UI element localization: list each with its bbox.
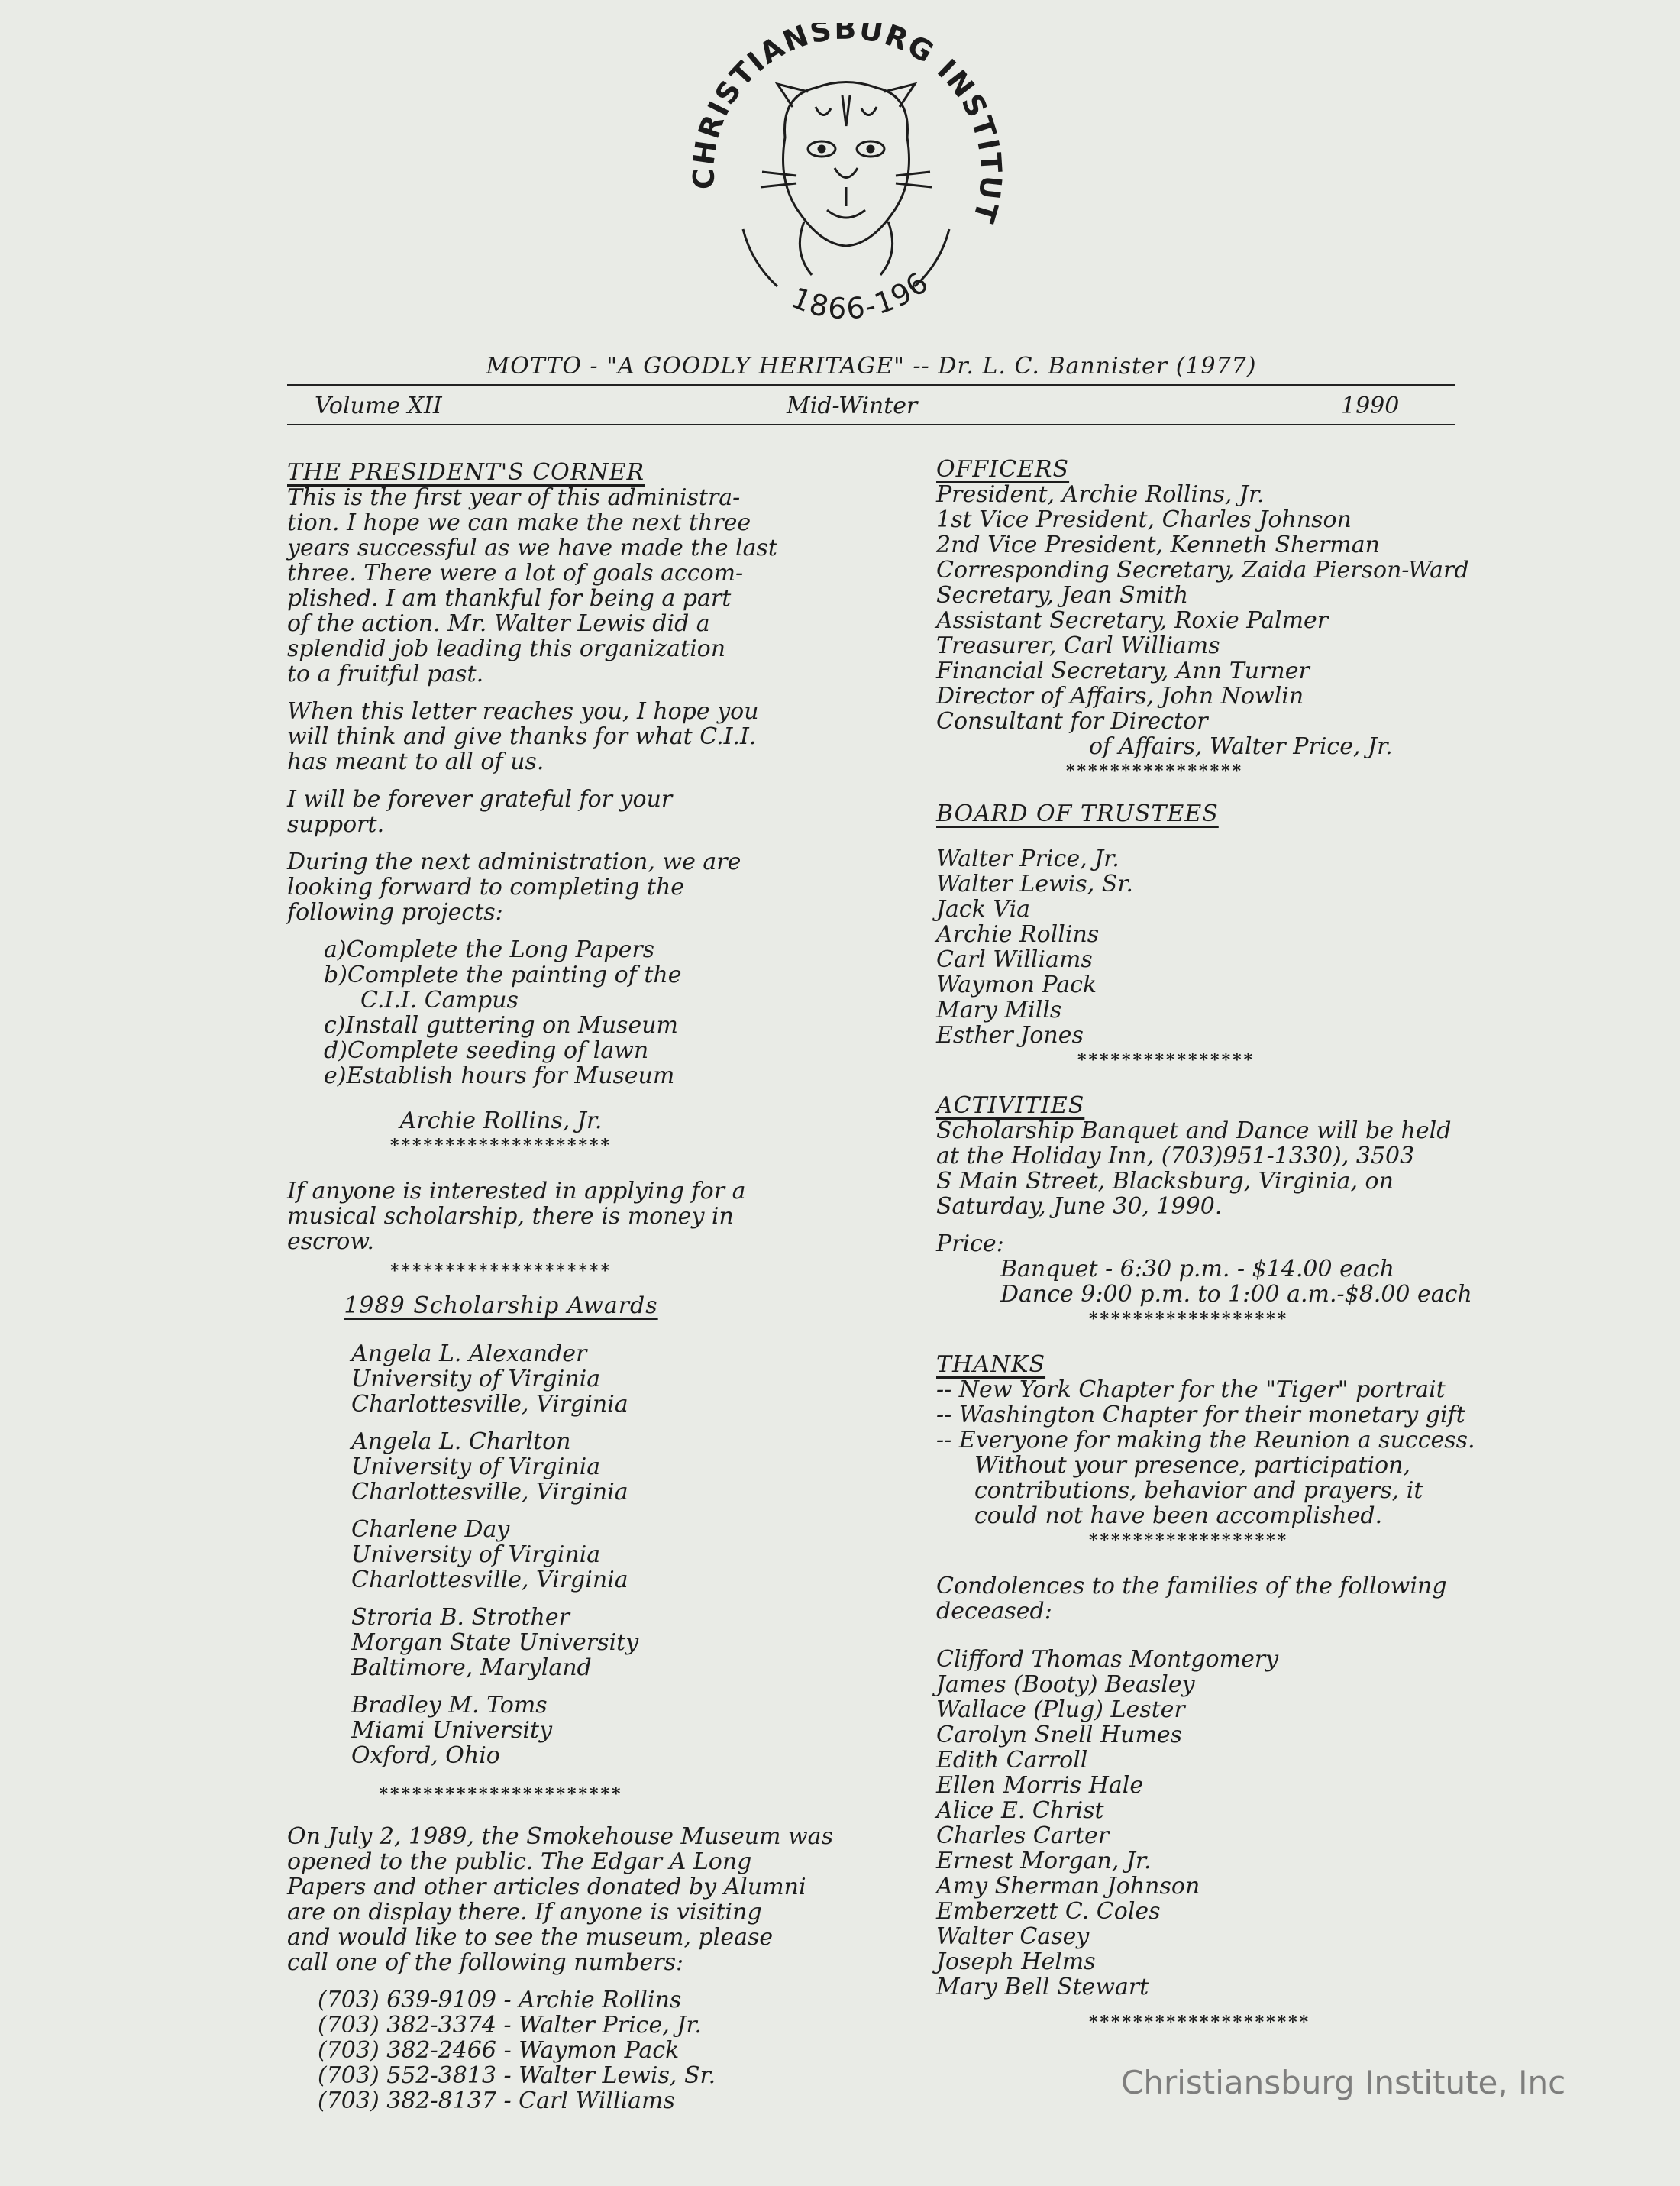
list-item: 2nd Vice President, Kenneth Sherman: [936, 532, 1380, 558]
president-corner-heading: THE PRESIDENT'S CORNER: [287, 459, 645, 486]
list-item: Waymon Pack: [936, 972, 1097, 998]
list-item: Stroria B. Strother Morgan State University Baltimore, Maryland: [351, 1604, 639, 1681]
list-item: Angela L. Alexander University of Virginia Charlottesville, Virginia: [351, 1340, 628, 1418]
president-signature: Archie Rollins, Jr.: [399, 1108, 603, 1134]
svg-text:CHRISTIANSBURG INSTITUTE: CHRISTIANSBURG INSTITUT: [687, 23, 1009, 228]
list-item: Archie Rollins: [936, 921, 1100, 948]
list-item: Consultant for Director: [936, 708, 1208, 735]
right-column: [936, 457, 1517, 2036]
price-label: Price:: [936, 1230, 1004, 1257]
president-paragraph-2: When this letter reaches you, I hope you will think and give thanks for what C.I.I. has meant to all of us.: [287, 698, 759, 775]
list-item: Charles Carter: [936, 1822, 1110, 1849]
price-list: [936, 1256, 1517, 1307]
officers-list: [936, 482, 1517, 759]
list-item: Carolyn Snell Humes: [936, 1722, 1183, 1748]
tiger-head-icon: [670, 23, 1022, 351]
list-item: Director of Affairs, John Nowlin: [936, 683, 1304, 710]
list-item: b)Complete the painting of the: [324, 962, 682, 988]
separator-stars: ********************: [389, 1136, 612, 1156]
list-item: Ellen Morris Hale: [936, 1772, 1144, 1799]
thanks-list: -- New York Chapter for the "Tiger" portrait -- Washington Chapter for their monetary gift -- Everyone for making the Reunion a success. Without your presence, participation, contributions, behavior and prayers, it could not have been accomplished.: [936, 1377, 1517, 1528]
list-item: of Affairs, Walter Price, Jr.: [1089, 733, 1393, 760]
president-paragraph-4: During the next administration, we are looking forward to completing the following projects:: [287, 849, 741, 926]
award-recipients: [287, 1341, 867, 1768]
list-item: C.I.I. Campus: [360, 987, 519, 1014]
trustees-heading: BOARD OF TRUSTEES: [936, 800, 1219, 827]
watermark: Christiansburg Institute, Inc: [1121, 2064, 1566, 2101]
condolences-intro: Condolences to the families of the following deceased:: [936, 1573, 1447, 1625]
condolences-list: [936, 1647, 1517, 2000]
left-column: [287, 460, 867, 2113]
list-item: Dance 9:00 p.m. to 1:00 a.m.-$8.00 each: [1000, 1281, 1472, 1308]
president-paragraph-1: This is the first year of this administra- tion. I hope we can make the next three years successful as we have made the last three. There were a lot of goals accom- plished. I am thankful for being a part of the action. Mr. Walter Lewis did a splendid job leading this organization to a fruitful past.: [287, 484, 777, 687]
masthead-divider-top: [287, 384, 1455, 386]
awards-heading: 1989 Scholarship Awards: [344, 1292, 658, 1319]
list-item: a)Complete the Long Papers: [324, 936, 655, 963]
list-item: c)Install guttering on Museum: [324, 1012, 679, 1039]
list-item: Angela L. Charlton University of Virginia Charlottesville, Virginia: [351, 1428, 628, 1505]
president-paragraph-3: I will be forever grateful for your support.: [287, 786, 673, 838]
year-label: 1990: [1341, 393, 1400, 419]
list-item: Edith Carroll: [936, 1747, 1088, 1774]
separator-stars: ****************: [1077, 1050, 1255, 1070]
list-item: Banquet - 6:30 p.m. - $14.00 each: [1000, 1256, 1394, 1282]
officers-heading: OFFICERS: [936, 456, 1070, 483]
scholarship-note: If anyone is interested in applying for a musical scholarship, there is money in escrow.: [287, 1178, 746, 1255]
list-item: Wallace (Plug) Lester: [936, 1696, 1185, 1723]
list-item: Alice E. Christ: [936, 1797, 1104, 1824]
list-item: Corresponding Secretary, Zaida Pierson-Ward: [936, 557, 1469, 584]
list-item: (703) 639-9109 - Archie Rollins: [318, 1987, 682, 2013]
list-item: Treasurer, Carl Williams: [936, 632, 1220, 659]
masthead-divider-bottom: [287, 424, 1455, 425]
season-label: Mid-Winter: [787, 393, 918, 419]
project-list: [287, 937, 867, 1088]
list-item: Carl Williams: [936, 946, 1093, 973]
list-item: Charlene Day University of Virginia Charlottesville, Virginia: [351, 1516, 628, 1593]
separator-stars: ******************: [1089, 1531, 1289, 1551]
list-item: President, Archie Rollins, Jr.: [936, 481, 1265, 508]
list-item: Esther Jones: [936, 1022, 1084, 1049]
list-item: e)Establish hours for Museum: [324, 1062, 675, 1089]
motto: MOTTO - "A GOODLY HERITAGE" -- Dr. L. C. Bannister (1977): [486, 353, 1257, 380]
volume-label: Volume XII: [315, 393, 442, 419]
list-item: (703) 382-3374 - Walter Price, Jr.: [318, 2012, 702, 2039]
list-item: Jack Via: [936, 896, 1031, 923]
list-item: Bradley M. Toms Miami University Oxford, Ohio: [351, 1692, 553, 1769]
list-item: -- Washington Chapter for their monetary gift: [936, 1402, 1465, 1428]
list-item: -- Everyone for making the Reunion a success.: [936, 1427, 1475, 1454]
list-item: Mary Mills: [936, 997, 1062, 1023]
list-item: Joseph Helms: [936, 1948, 1096, 1975]
list-item: Assistant Secretary, Roxie Palmer: [936, 607, 1329, 634]
separator-stars: **********************: [379, 1784, 623, 1804]
list-item: 1st Vice President, Charles Johnson: [936, 506, 1352, 533]
separator-stars: ********************: [389, 1261, 612, 1281]
list-item: Walter Casey: [936, 1923, 1090, 1950]
list-item: Amy Sherman Johnson: [936, 1873, 1200, 1900]
list-item: Secretary, Jean Smith: [936, 582, 1189, 609]
activities-heading: ACTIVITIES: [936, 1092, 1085, 1119]
museum-paragraph: On July 2, 1989, the Smokehouse Museum was opened to the public. The Edgar A Long Papers and other articles donated by Alumni are on display there. If anyone is visiting and would like to see the museum, please call one of the following numbers:: [287, 1823, 833, 1976]
separator-stars: ********************: [1089, 2013, 1311, 2032]
list-item: Financial Secretary, Ann Turner: [936, 658, 1310, 684]
list-item: Emberzett C. Coles: [936, 1898, 1161, 1925]
list-item: Mary Bell Stewart: [936, 1974, 1149, 2000]
list-item: -- New York Chapter for the "Tiger" portrait: [936, 1376, 1446, 1403]
list-item: James (Booty) Beasley: [936, 1671, 1195, 1698]
institute-seal: [670, 23, 1022, 351]
svg-text:1866-1966: 1866-196: [787, 264, 936, 326]
separator-stars: ****************: [1066, 762, 1244, 781]
list-item: (703) 382-8137 - Carl Williams: [318, 2087, 675, 2114]
activities-paragraph: Scholarship Banquet and Dance will be held at the Holiday Inn, (703)951-1330), 3503 S Main Street, Blacksburg, Virginia, on Saturday, June 30, 1990.: [936, 1117, 1452, 1220]
list-item: (703) 382-2466 - Waymon Pack: [318, 2037, 680, 2064]
list-item: Walter Price, Jr.: [936, 846, 1119, 872]
list-item: Walter Lewis, Sr.: [936, 871, 1133, 897]
list-item: Clifford Thomas Montgomery: [936, 1646, 1279, 1673]
thanks-heading: THANKS: [936, 1351, 1046, 1378]
separator-stars: ******************: [1089, 1309, 1289, 1329]
museum-phone-list: [287, 1987, 867, 2113]
list-item: Ernest Morgan, Jr.: [936, 1848, 1152, 1874]
list-item: d)Complete seeding of lawn: [324, 1037, 649, 1064]
trustees-list: [936, 846, 1517, 1048]
list-item: (703) 552-3813 - Walter Lewis, Sr.: [318, 2062, 716, 2089]
